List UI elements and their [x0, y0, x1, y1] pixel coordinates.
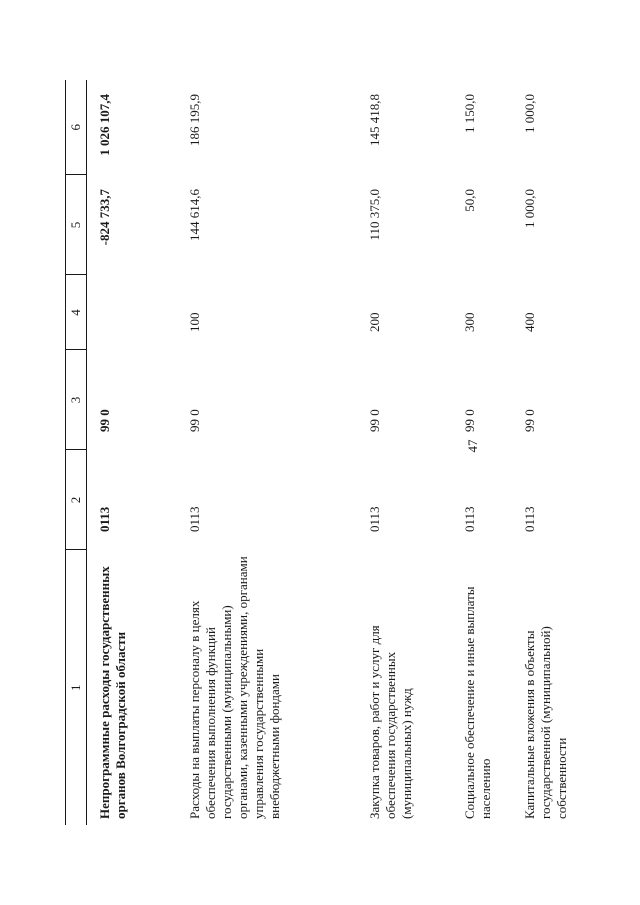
- row-total-amount: 186 195,9: [187, 94, 202, 146]
- header-col-4: 4: [66, 275, 87, 350]
- row-total-amount: 1 026 107,4: [97, 94, 112, 156]
- header-col-6: 6: [66, 80, 87, 175]
- row-expense-type: 400: [522, 312, 537, 332]
- row-name: Закупка товаров, работ и услуг для обеспечения государственных (муниципальных) нужд: [367, 625, 414, 819]
- table-row: [87, 80, 178, 825]
- row-change-amount: 110 375,0: [367, 189, 382, 241]
- row-expense-type: [87, 275, 178, 350]
- table-row: [452, 80, 512, 825]
- row-total-amount: 145 418,8: [367, 94, 382, 146]
- row-change-amount: -824 733,7: [97, 189, 112, 246]
- row-section-code: 0113: [522, 506, 537, 532]
- row-name: Социальное обеспечение и иные выплаты населению: [462, 586, 493, 819]
- row-expense-type: 200: [367, 312, 382, 332]
- header-col-3: 3: [66, 350, 87, 450]
- row-section-code: 0113: [462, 506, 477, 532]
- rotated-table-container: [65, 80, 595, 825]
- row-program-code: 99 0: [522, 409, 537, 432]
- row-program-code: 99 0: [462, 409, 477, 432]
- table-header-row: [66, 80, 87, 825]
- header-col-1: 1: [66, 550, 87, 825]
- row-name: Капитальные вложения в объекты государственной (муниципальной) собственности: [522, 626, 569, 819]
- row-section-code: 0113: [97, 506, 112, 532]
- row-expense-type: 100: [187, 312, 202, 332]
- header-col-2: 2: [66, 450, 87, 550]
- table-row: [512, 80, 592, 825]
- row-name: Расходы на выплаты персоналу в целях обеспечения выполнения функций государственными (муниципальными) органами, казенными учреждениями, органами управления государственными внебюджетными фондами: [187, 556, 282, 819]
- header-col-5: 5: [66, 175, 87, 275]
- table-row: [357, 80, 452, 825]
- row-name: Непрограммные расходы государственных органов Волгоградской области: [97, 566, 128, 819]
- row-expense-type: 300: [462, 312, 477, 332]
- row-section-code: 0113: [367, 506, 382, 532]
- row-program-code: 99 0: [367, 409, 382, 432]
- row-change-amount: 1 000,0: [522, 189, 537, 228]
- row-program-code: 99 0: [97, 409, 112, 432]
- row-change-amount: 144 614,6: [187, 189, 202, 241]
- page-number: 47: [465, 439, 480, 453]
- budget-table: [65, 80, 592, 825]
- row-total-amount: 1 000,0: [522, 94, 537, 133]
- row-program-code: 99 0: [187, 409, 202, 432]
- table-row: [177, 80, 357, 825]
- row-total-amount: 1 150,0: [462, 94, 477, 133]
- row-section-code: 0113: [187, 506, 202, 532]
- row-change-amount: 50,0: [462, 189, 477, 212]
